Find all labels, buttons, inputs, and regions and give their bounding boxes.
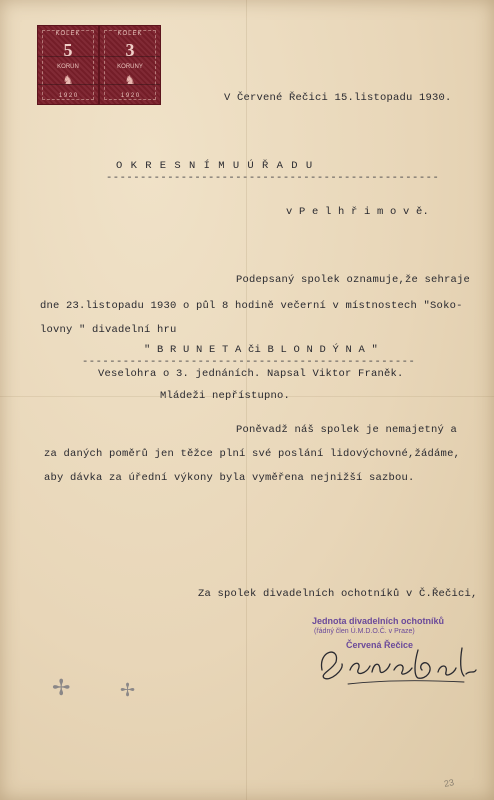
addressee-city: v P e l h ř i m o v ě.	[286, 206, 430, 218]
revenue-stamp-5	[38, 26, 98, 104]
play-info-line-1: Veselohra o 3. jednáních. Napsal Viktor Franěk.	[98, 368, 404, 380]
request-line-3: aby dávka za úřední výkony byla vyměřena nejnižší sazbou.	[44, 472, 415, 484]
pencil-mark: 23	[443, 777, 455, 789]
request-line-1: Poněvadž náš spolek je nemajetný a	[236, 424, 458, 436]
seal-line-3: Červená Řečice	[346, 640, 414, 650]
body-line-3: lovny " divadelní hru	[40, 324, 177, 336]
cancellation-line	[100, 84, 160, 85]
cancellation-line	[100, 56, 160, 57]
play-info-line-2: Mládeži nepřístupno.	[160, 390, 291, 402]
body-line-2: dne 23.listopadu 1930 o půl 8 hodině večerní v místnostech "Soko-	[40, 300, 463, 312]
cancellation-line	[38, 56, 98, 57]
play-title-underline: -------------------------------------------------	[82, 356, 416, 368]
ink-smudge: ✢	[120, 680, 136, 701]
request-line-2: za daných poměrů jen těžce plní své poslání lidovýchovné,žádáme,	[44, 448, 461, 460]
addressee: O K R E S N Í M U Ú Ř A D U	[116, 160, 314, 172]
revenue-stamps	[38, 26, 160, 104]
revenue-stamp-3	[100, 26, 160, 104]
stamp-bottom-text: 1 9 2 0	[58, 93, 78, 99]
closing-line: Za spolek divadelních ochotníků v Č.Řečici,	[198, 588, 478, 600]
seal-line-2: (řádný člen Ú.M.D.O.Č. v Praze)	[314, 628, 415, 635]
lion-emblem-icon: ♞	[125, 73, 135, 89]
ink-smudge: ✢	[52, 676, 71, 701]
stamp-value: 3	[125, 40, 135, 60]
handwritten-signature	[314, 640, 484, 690]
addressee-underline: -------------------------------------------------	[106, 172, 440, 184]
body-line-1: Podepsaný spolek oznamuje,že sehraje	[236, 274, 471, 286]
lion-emblem-icon: ♞	[63, 73, 73, 89]
cancellation-line	[38, 84, 98, 85]
stamp-top-text: KOLEK	[117, 31, 143, 37]
stamp-top-text: KOLEK	[55, 31, 81, 37]
stamp-mid-text: KORUNY	[117, 64, 143, 70]
place-date: V Červené Řečici 15.listopadu 1930.	[224, 92, 452, 104]
seal-line-1: Jednota divadelních ochotníků	[312, 616, 445, 626]
stamp-bottom-text: 1 9 2 0	[120, 93, 140, 99]
stamp-mid-text: KORUN	[57, 64, 79, 70]
play-title: " B R U N E T A či B L O N D Ý N A "	[144, 344, 379, 356]
stamp-value: 5	[63, 40, 73, 60]
